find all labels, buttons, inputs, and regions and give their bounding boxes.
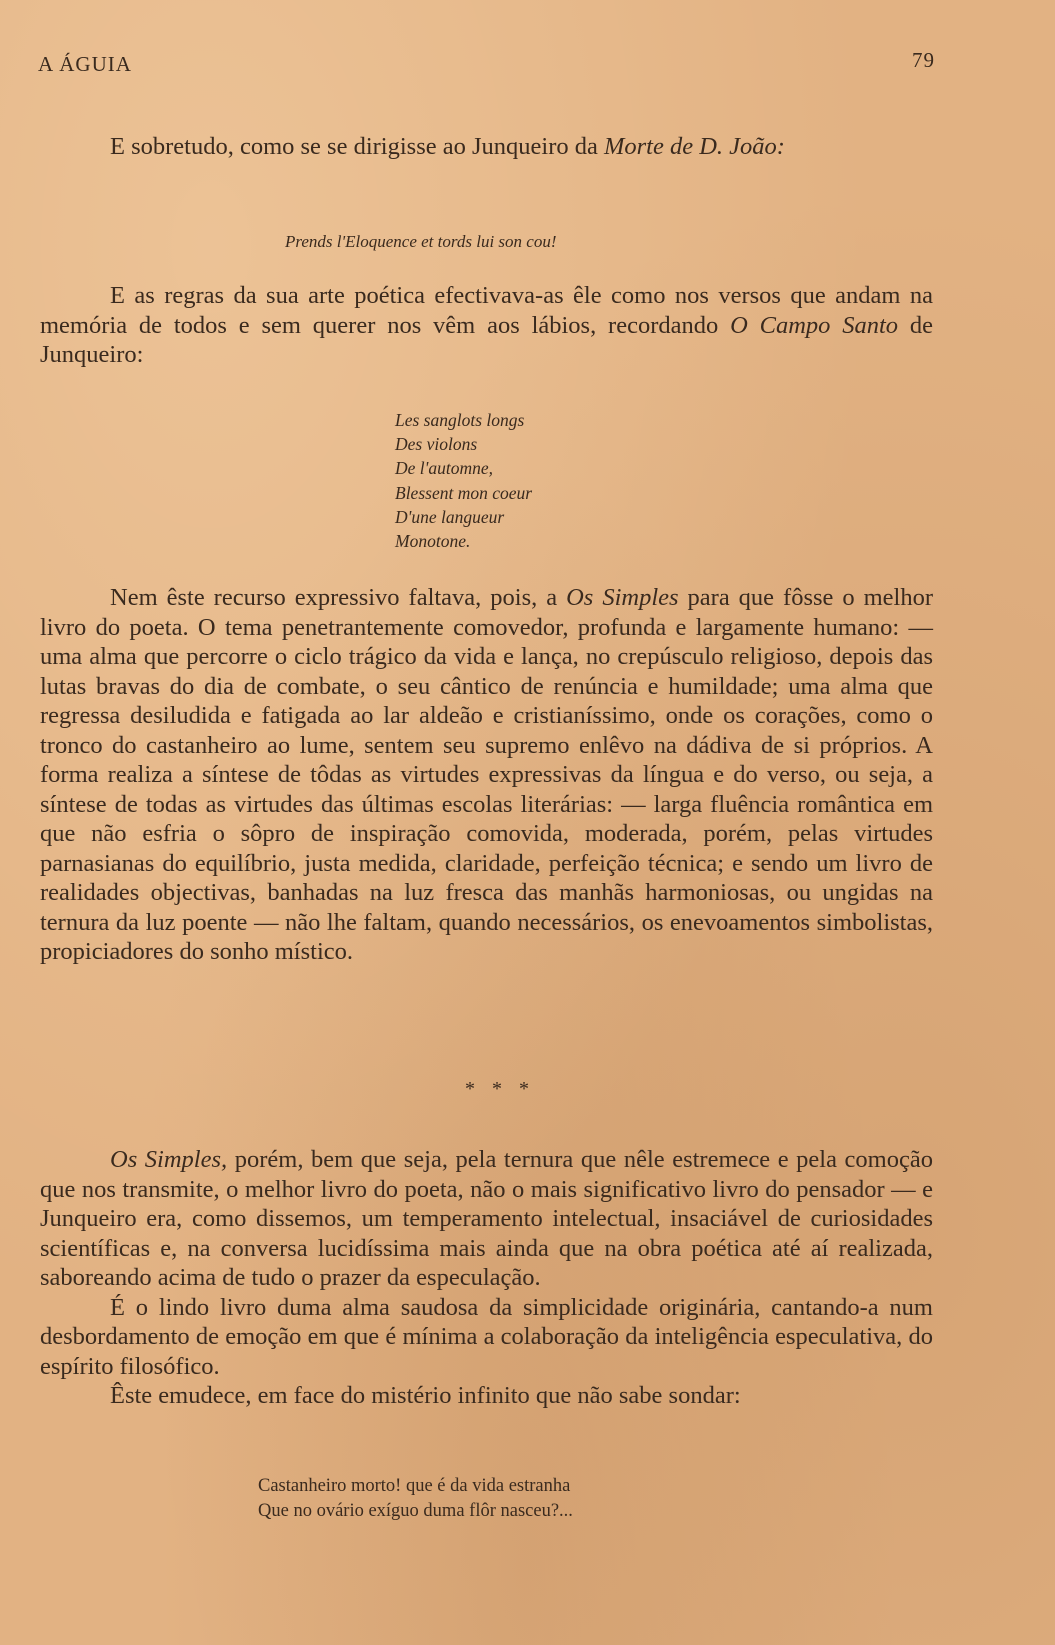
verse-line: Blessent mon coeur [395, 482, 533, 503]
verse-line: D'une langueur [395, 506, 505, 527]
french-quote: Prends l'Eloquence et tords lui son cou! [285, 232, 557, 251]
verse-line: Les sanglots longs [395, 410, 525, 430]
paragraph-2-end: de Junqueiro: [40, 311, 933, 368]
page-number: 79 [912, 48, 935, 72]
paragraph-3-text: Nem êste recurso expressivo faltava, pois, a [110, 584, 567, 611]
paragraph-2-title: O Campo Santo [730, 311, 899, 339]
verse-line: Monotone. [395, 531, 471, 552]
section-separator: * * * [465, 1078, 535, 1100]
paragraph-1-text: E sobretudo, como se se dirigisse ao Junqueiro da [110, 133, 604, 160]
paragraph-4-title: Os Simples, [110, 1146, 228, 1173]
verse-line: Des violons [395, 434, 478, 455]
paragraph-2 [40, 281, 933, 370]
paragraph-5: É o lindo livro duma alma saudosa da simplicidade originária, cantando-a num desbordamento de emoção em que é mínima a colaboração da inteligência especulativa, do espírito filosófico. [40, 1293, 933, 1380]
verse-line: De l'automne, [395, 458, 494, 479]
verse-line: Que no ovário exíguo duma flôr nasceu?... [258, 1501, 573, 1521]
verse-line: Castanheiro morto! que é da vida estranha [258, 1476, 571, 1496]
paragraph-1-title: Morte de D. João: [603, 133, 785, 160]
verse-quote [395, 408, 532, 553]
paragraph-6: Êste emudece, em face do mistério infinito que não sabe sondar: [110, 1382, 741, 1409]
paragraph-3-title: Os Simples [566, 584, 679, 611]
paragraph-1 [40, 132, 933, 162]
paragraph-2-text: E as regras da sua arte poética efectivava-as êle como nos versos que andam na memória de todos e sem querer nos vêm aos lábios, recordando [40, 282, 933, 339]
paragraph-3-rest: para que fôsse o melhor livro do poeta. O tema penetrantemente comovedor, profunda e largamente humano: — uma alma que percorre o ciclo trágico da vida e lança, no crepúsculo religioso, depois das lutas bravas do dia de combate, o seu cântico de renúncia e humildade; uma alma que regressa desiludida e fatigada ao lar aldeão e cristianíssimo, onde os corações, como o tronco do castanheiro ao lume, sentem seu supremo enlêvo na dádiva de si próprios. A forma realiza a síntese de tôdas as virtudes expressivas da língua e do verso, ou seja, a síntese de todas as virtudes das últimas escolas literárias: — larga fluência romântica em que não esfria o sôpro de inspiração comovida, moderada, porém, pelas virtudes parnasianas do equilíbrio, justa medida, claridade, perfeição técnica; e sendo um livro de realidades objectivas, banhadas na luz fresca das manhãs harmoniosas, ou ungidas na ternura da luz poente — não lhe faltam, quando necessários, os enevoamentos simbolistas, propiciadores do sonho místico. [40, 584, 933, 965]
paragraph-4 [40, 1145, 933, 1411]
running-head [38, 48, 935, 84]
paragraph-4-text: porém, bem que seja, pela ternura que nêle estremece e pela comoção que nos transmite, o melhor livro do poeta, não o mais significativo livro do pensador — e Junqueiro era, como dissemos, um temperamento intelectual, insaciável de curiosidades scientíficas e, na conversa lucidíssima mais ainda que na obra poética até aí realizada, saboreando acima de tudo o prazer da especulação. [40, 1146, 933, 1291]
paragraph-3 [40, 583, 933, 967]
running-title: A ÁGUIA [38, 52, 132, 76]
closing-verse [258, 1474, 573, 1524]
